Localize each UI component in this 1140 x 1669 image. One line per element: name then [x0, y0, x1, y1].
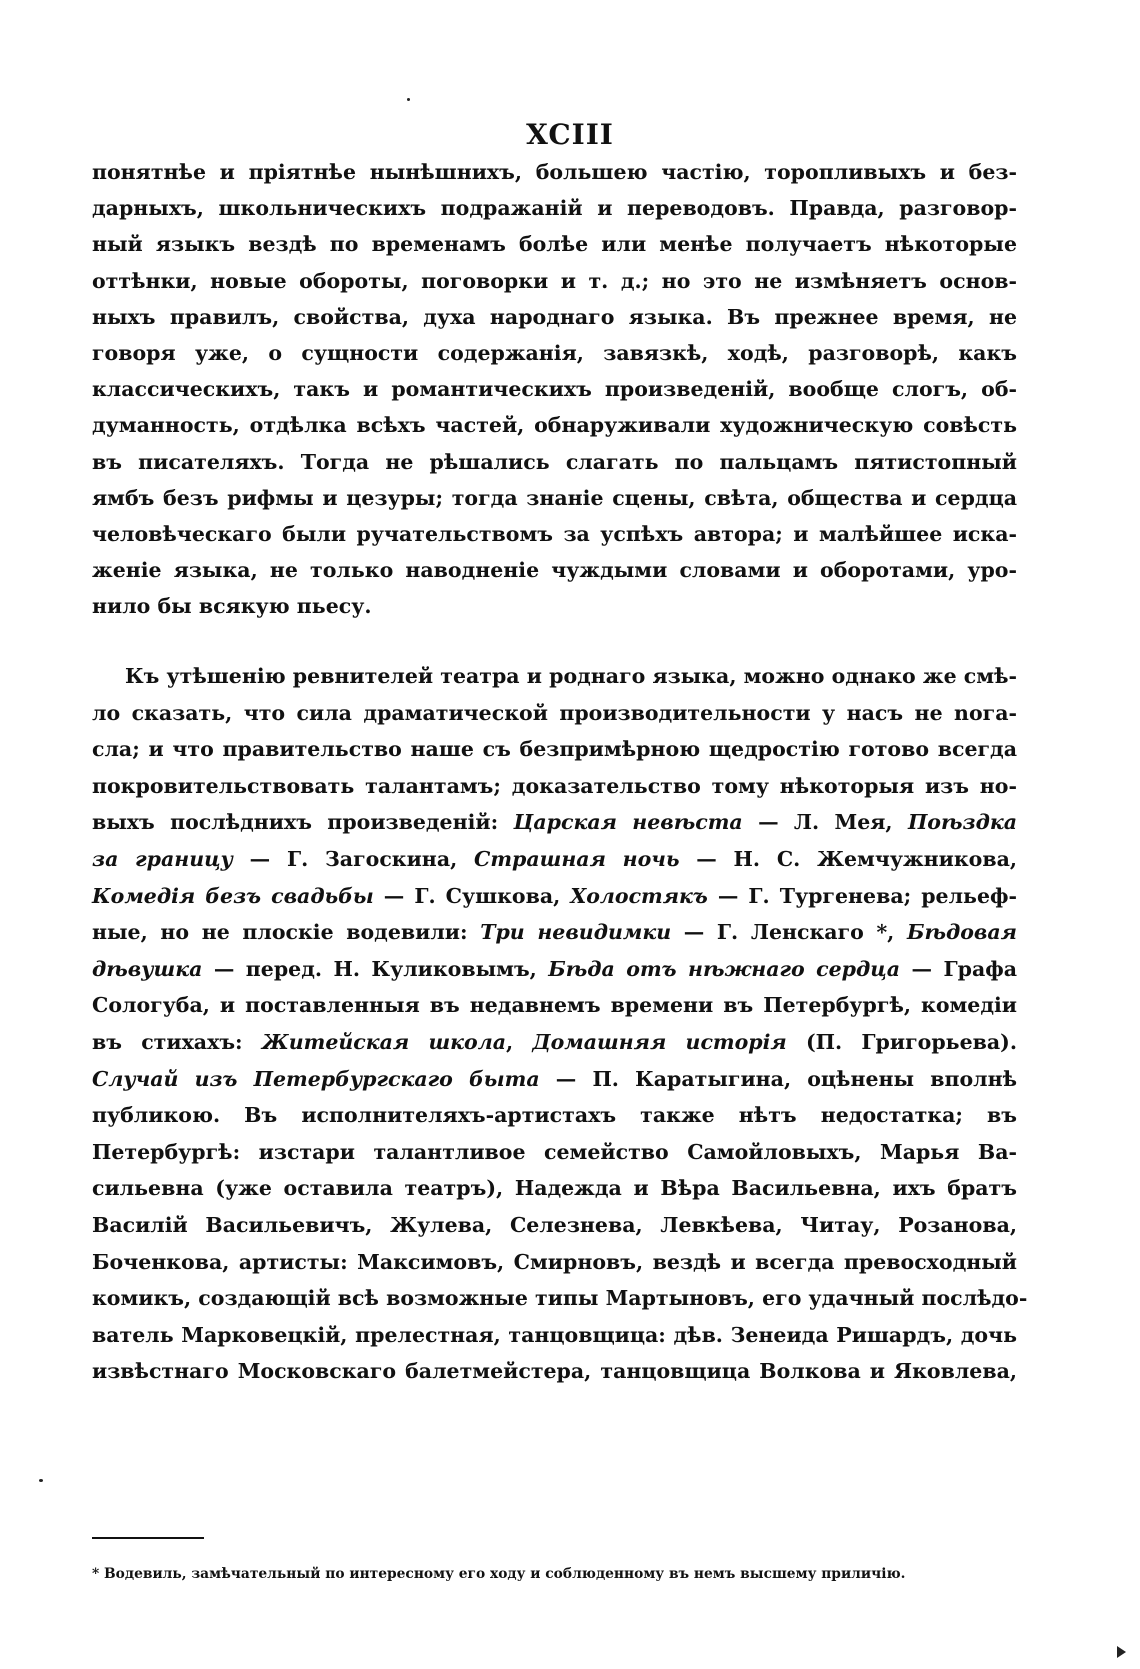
text-line	[92, 918, 1017, 946]
text-line	[92, 735, 1017, 763]
text-run: — перед. Н. Куликовымъ,	[202, 956, 549, 981]
text-line: человѣческаго были ручательствомъ за успѣхъ автора; и малѣйшее иска-	[92, 522, 1017, 546]
text-line	[92, 882, 1017, 910]
text-run: въ стихахъ:	[92, 1030, 262, 1054]
footnote: * Водевиль, замѣчательный по интересному его ходу и соблюденному въ немъ высшему приличію.	[92, 1566, 906, 1582]
text-run: сла; и что правительство наше съ безпримѣрною щедростію готово всегда	[92, 737, 1017, 762]
text-run: — Графа	[900, 956, 1017, 981]
text-line	[92, 1065, 1017, 1093]
text-line: ямбъ безъ рифмы и цезуры; тогда знаніе сцены, свѣта, общества и сердца	[92, 485, 1017, 510]
text-line	[92, 772, 1017, 800]
text-run: ло сказать, что сила драматической производительности у насъ не noга-	[92, 700, 1017, 725]
work-title: дѣвушка	[92, 956, 203, 981]
text-line	[92, 845, 1017, 873]
text-line: въ писателяхъ. Тогда не рѣшались слагать по пальцамъ пятистопный	[92, 449, 1017, 474]
text-run: ,	[506, 1030, 533, 1054]
footnote-separator	[92, 1537, 204, 1539]
text-run: Сологуба, и поставленныя въ недавнемъ времени въ Петербургѣ, комедіи	[92, 993, 1017, 1018]
text-line	[92, 1248, 1017, 1276]
work-title: Домашняя исторія	[532, 1030, 787, 1054]
text-run: комикъ, создающій всѣ возможные типы Мартыновъ, его удачный послѣдо-	[92, 1286, 1028, 1311]
work-title: Царская невѣста	[513, 810, 743, 835]
text-line: дарныхъ, школьническихъ подражаній и переводовъ. Правда, разговор-	[92, 196, 1017, 221]
scan-speck	[407, 98, 410, 101]
text-line	[92, 1284, 1028, 1312]
text-run: извѣстнаго Московскаго балетмейстера, танцовщица Волкова и Яковлева,	[92, 1359, 1017, 1384]
text-run: — Г. Ленскаго *,	[671, 920, 907, 945]
text-line: оттѣнки, новые обороты, поговорки и т. д.; но это не измѣняетъ основ-	[92, 268, 1017, 293]
work-title: Три невидимки	[480, 920, 672, 945]
work-title: Бѣдовая	[906, 920, 1017, 945]
text-line: думанность, отдѣлка всѣхъ частей, обнаруживали художническую совѣсть	[92, 413, 1017, 438]
text-run: публикою. Въ исполнителяхъ-артистахъ также нѣтъ недостатка; въ	[92, 1103, 1017, 1128]
work-title: Холостякъ	[570, 883, 708, 908]
text-run: Къ утѣшенію ревнителей театра и роднаго языка, можно однако же смѣ-	[125, 664, 1017, 688]
text-run: — Г. Сушкова,	[373, 883, 571, 908]
text-line	[92, 955, 1017, 983]
text-run: покровительствовать талантамъ; доказательство тому нѣкоторыя изъ но-	[92, 773, 1017, 798]
work-title: Страшная ночь	[474, 847, 680, 871]
scan-speck	[39, 1479, 43, 1482]
text-line: женіе языка, не только наводненіе чуждыми словами и оборотами, уро-	[92, 558, 1017, 583]
work-title: Комедія безъ свадьбы	[92, 883, 374, 908]
text-run: Петербургѣ: изстари талантливое семейство Самойловыхъ, Марья Ва-	[92, 1139, 1017, 1164]
work-title: за границу	[92, 847, 233, 871]
page-number: XCIII	[526, 118, 614, 151]
text-run: — Л. Мея,	[742, 810, 908, 835]
text-run: Василій Васильевичъ, Жулева, Селезнева, Левкѣева, Читау, Розанова,	[92, 1213, 1017, 1237]
text-line	[92, 1101, 1017, 1129]
work-title: Бѣда отъ нѣжнаго сердца	[548, 956, 901, 981]
text-line	[92, 699, 1017, 727]
text-run: сильевна (уже оставила театръ), Надежда и Вѣра Васильевна, ихъ братъ	[92, 1176, 1017, 1201]
text-run: — Г. Загоскина,	[232, 847, 475, 871]
text-line: ныхъ правилъ, свойства, духа народнаго языка. Въ прежнее время, не	[92, 304, 1017, 329]
text-line	[92, 1138, 1017, 1166]
work-title: Случай изъ Петербургскаго быта	[92, 1066, 540, 1091]
text-line	[92, 1174, 1017, 1202]
text-line: понятнѣе и пріятнѣе нынѣшнихъ, большею частію, торопливыхъ и без-	[92, 160, 1017, 184]
text-run: ватель Марковецкій, прелестная, танцовщица: дѣв. Зенеида Ришардъ, дочь	[92, 1322, 1017, 1347]
text-run: Боченкова, артисты: Максимовъ, Смирновъ, вездѣ и всегда превосходный	[92, 1249, 1017, 1274]
text-line	[92, 662, 1017, 690]
text-run: (П. Григорьева).	[786, 1030, 1017, 1054]
page-corner-arrow-icon	[1117, 1646, 1126, 1658]
text-run: — Н. С. Жемчужникова,	[679, 847, 1018, 871]
text-run: — П. Каратыгина, оцѣнены вполнѣ	[539, 1066, 1017, 1091]
text-line	[92, 1357, 1017, 1385]
text-line: нило бы всякую пьесу.	[92, 594, 372, 619]
text-line	[92, 1028, 1017, 1056]
work-title: Поѣздка	[907, 810, 1017, 835]
text-line	[92, 1211, 1017, 1239]
text-line: классическихъ, такъ и романтическихъ произведеній, вообще слогъ, об-	[92, 377, 1017, 402]
text-line: говоря уже, о сущности содержанія, завязкѣ, ходѣ, разговорѣ, какъ	[92, 341, 1017, 365]
text-run: выхъ послѣднихъ произведеній:	[92, 810, 514, 835]
text-line	[92, 991, 1017, 1019]
text-line: ный языкъ вездѣ по временамъ болѣе или менѣе получаетъ нѣкоторые	[92, 232, 1017, 257]
text-line	[92, 1321, 1017, 1349]
text-run: ные, но не плоскіе водевили:	[92, 920, 481, 945]
work-title: Житейская школа	[261, 1030, 506, 1054]
text-line	[92, 808, 1017, 836]
text-run: — Г. Тургенева; рельеф-	[707, 883, 1017, 908]
